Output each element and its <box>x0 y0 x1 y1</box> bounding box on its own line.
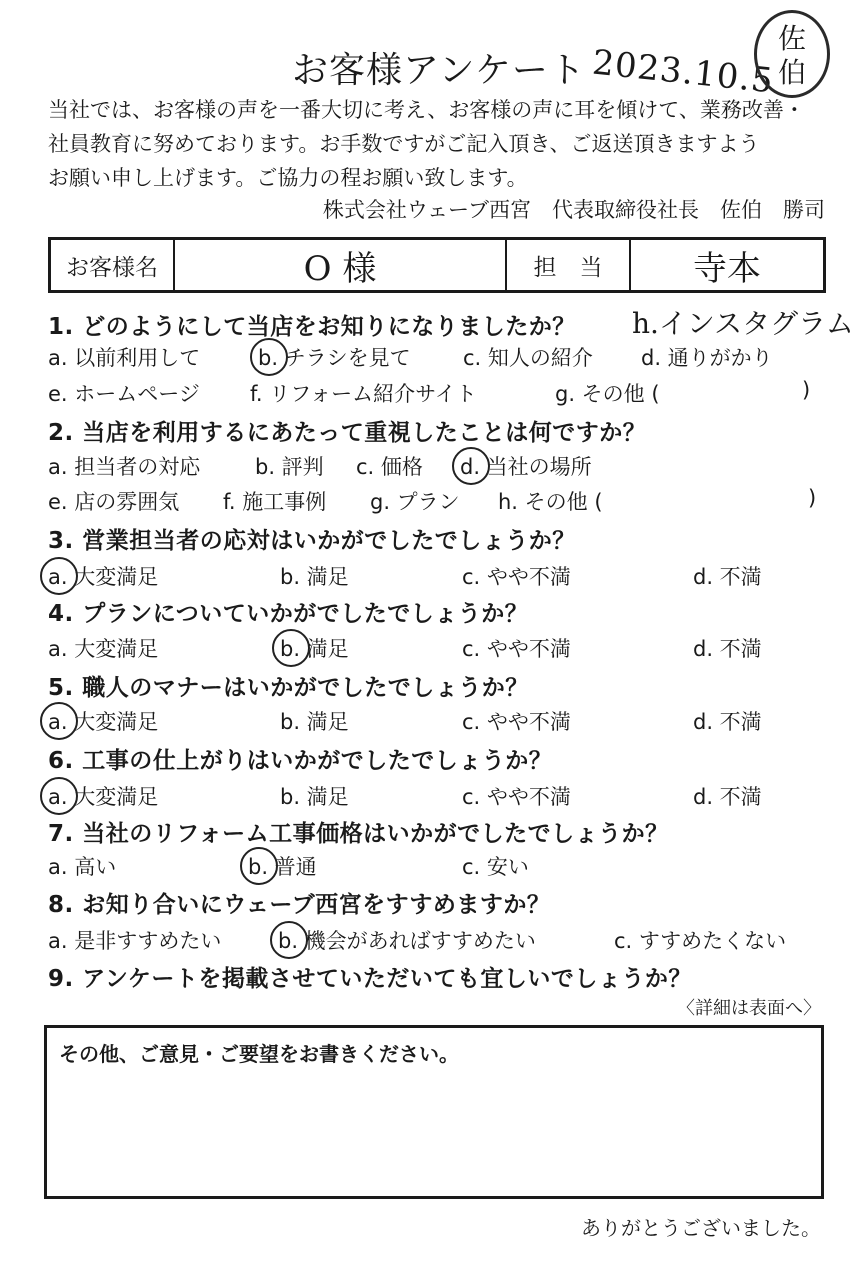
selected-circle <box>240 847 278 885</box>
q3-option-c[interactable]: c. やや不満 <box>462 565 571 589</box>
q6-option-a-label: a. 大変満足 <box>48 785 159 809</box>
q6-options-row <box>48 781 838 813</box>
q3-option-b[interactable]: b. 満足 <box>280 565 349 589</box>
question-7: 7. 当社のリフォーム工事価格はいかがでしたでしょうか？ <box>48 821 669 847</box>
q2-options-row-2 <box>48 486 838 518</box>
q1-option-e[interactable]: e. ホームページ <box>48 382 200 406</box>
q5-option-a[interactable] <box>48 706 158 736</box>
q4-option-b-label: b. 満足 <box>280 637 349 661</box>
q5-option-b[interactable]: b. 満足 <box>280 710 349 734</box>
question-5: 5. 職人のマナーはいかがでしたでしょうか？ <box>48 675 529 701</box>
question-9: 9. アンケートを掲載させていただいても宜しいでしょうか？ <box>48 966 692 992</box>
customer-name-field[interactable] <box>175 240 507 290</box>
q1-options-row-1 <box>48 342 838 374</box>
q4-option-d[interactable]: d. 不満 <box>693 637 762 661</box>
q8-options-row <box>48 925 838 957</box>
q4-option-c[interactable]: c. やや不満 <box>462 637 571 661</box>
company-signature: 株式会社ウェーブ西宮 代表取締役社長 佐伯 勝司 <box>322 198 825 222</box>
comment-label: その他、ご意見・ご要望をお書きください。 <box>59 1042 459 1066</box>
q8-option-c[interactable]: c. すすめたくない <box>614 929 787 953</box>
intro-line: 当社では、お客様の声を一番大切に考え、お客様の声に耳を傾けて、業務改善・ <box>48 98 805 122</box>
question-6: 6. 工事の仕上がりはいかがでしたでしょうか？ <box>48 748 553 774</box>
selected-circle <box>452 447 490 485</box>
q3-option-d[interactable]: d. 不満 <box>693 565 762 589</box>
selected-circle <box>272 629 310 667</box>
comment-box[interactable] <box>44 1025 824 1199</box>
q3-option-a[interactable] <box>48 561 158 591</box>
q5-option-a-label: a. 大変満足 <box>48 710 159 734</box>
q6-option-b[interactable]: b. 満足 <box>280 785 349 809</box>
q2-option-d[interactable] <box>460 451 592 481</box>
q1-option-d[interactable]: d. 通りがかり <box>641 346 773 370</box>
intro-line: 社員教育に努めております。お手数ですがご記入頂き、ご返送頂きますよう <box>48 132 760 156</box>
question-3: 3. 営業担当者の応対はいかがでしたでしょうか？ <box>48 528 576 554</box>
q1-option-g[interactable]: g. その他 ( <box>555 382 660 406</box>
intro-line: お願い申し上げます。ご協力の程お願い致します。 <box>48 166 528 190</box>
customer-name-label-cell <box>51 240 175 290</box>
q1-option-b-label: b. チラシを見て <box>258 346 411 370</box>
q1-option-c[interactable]: c. 知人の紹介 <box>463 346 593 370</box>
q4-options-row <box>48 633 838 665</box>
q1-handwritten-note: h.インスタグラム <box>632 307 854 340</box>
thanks-text: ありがとうございました。 <box>581 1216 821 1240</box>
q3-option-a-label: a. 大変満足 <box>48 565 159 589</box>
selected-circle <box>270 921 308 959</box>
q5-options-row <box>48 706 838 738</box>
q8-option-b[interactable] <box>278 925 536 955</box>
q2-option-h[interactable]: h. その他 ( <box>498 490 603 514</box>
q5-option-d[interactable]: d. 不満 <box>693 710 762 734</box>
question-2: 2. 当店を利用するにあたって重視したことは何ですか？ <box>48 420 647 446</box>
q7-options-row <box>48 851 838 883</box>
seal-stamp: 佐 伯 <box>754 10 830 98</box>
q5-option-c[interactable]: c. やや不満 <box>462 710 571 734</box>
q7-option-c[interactable]: c. 安い <box>462 855 529 879</box>
intro-text <box>48 93 838 195</box>
q1-options-row-2 <box>48 378 838 410</box>
q8-option-a[interactable]: a. 是非すすめたい <box>48 929 222 953</box>
staff-label-cell <box>507 240 631 290</box>
q6-option-c[interactable]: c. やや不満 <box>462 785 571 809</box>
q7-option-b[interactable] <box>248 851 317 881</box>
q2-options-row-1 <box>48 451 838 483</box>
q2-option-b[interactable]: b. 評判 <box>255 455 324 479</box>
customer-info-table <box>48 237 826 293</box>
q4-option-a[interactable]: a. 大変満足 <box>48 637 159 661</box>
q6-option-a[interactable] <box>48 781 158 811</box>
staff-field[interactable] <box>631 240 823 290</box>
detail-note: 〈詳細は表面へ〉 <box>677 998 821 1019</box>
q1-option-b[interactable] <box>258 342 411 372</box>
q2-option-a[interactable]: a. 担当者の対応 <box>48 455 201 479</box>
q8-option-b-label: b. 機会があればすすめたい <box>278 929 536 953</box>
survey-title: お客様アンケート <box>292 50 586 91</box>
q2-option-e[interactable]: e. 店の雰囲気 <box>48 490 180 514</box>
q3-options-row <box>48 561 838 593</box>
q1-option-a[interactable]: a. 以前利用して <box>48 346 201 370</box>
q1-option-f[interactable]: f. リフォーム紹介サイト <box>250 382 477 406</box>
q2-option-f[interactable]: f. 施工事例 <box>223 490 327 514</box>
selected-circle <box>40 777 78 815</box>
q6-option-d[interactable]: d. 不満 <box>693 785 762 809</box>
selected-circle <box>250 338 288 376</box>
q7-option-b-label: b. 普通 <box>248 855 317 879</box>
q4-option-b[interactable] <box>280 633 349 663</box>
staff-value: 寺本 <box>693 248 761 289</box>
q2-option-g[interactable]: g. プラン <box>370 490 460 514</box>
selected-circle <box>40 557 78 595</box>
q7-option-a[interactable]: a. 高い <box>48 855 117 879</box>
q2-option-c[interactable]: c. 価格 <box>356 455 423 479</box>
staff-label: 担 当 <box>533 254 603 281</box>
q1-option-g-close: ) <box>802 378 811 402</box>
selected-circle <box>40 702 78 740</box>
handwritten-date: 2023.10.5 <box>590 42 776 102</box>
customer-name-label: お客様名 <box>66 254 158 281</box>
question-8: 8. お知り合いにウェーブ西宮をすすめますか？ <box>48 892 551 918</box>
customer-name-value: O 様 <box>303 248 377 289</box>
q2-option-h-close: ) <box>808 486 817 510</box>
question-1: 1. どのようにして当店をお知りになりましたか？ <box>48 314 576 340</box>
question-4: 4. プランについていかがでしたでしょうか？ <box>48 601 529 627</box>
q2-option-d-label: d. 当社の場所 <box>460 455 592 479</box>
